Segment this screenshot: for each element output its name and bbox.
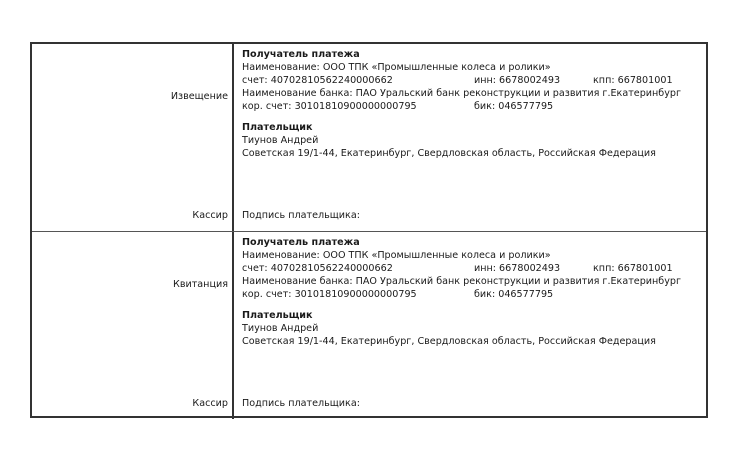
inn-value: инн: 6678002493 (474, 75, 561, 86)
payer-heading: Плательщик (242, 310, 313, 321)
recipient-heading: Получатель платежа (242, 237, 360, 248)
payer-signature-label: Подпись плательщика: (242, 398, 360, 409)
notice-cashier-label: Кассир (192, 210, 228, 221)
payer-name: Тиунов Андрей (242, 135, 319, 146)
corr-account-row (242, 289, 702, 300)
payer-address: Советская 19/1-44, Екатеринбург, Свердловская область, Российская Федерация (242, 336, 656, 347)
account-number: счет: 40702810562240000662 (242, 75, 393, 86)
account-number: счет: 40702810562240000662 (242, 263, 393, 274)
notice-title: Извещение (170, 91, 228, 102)
receipt-title: Квитанция (173, 279, 228, 290)
bik-value: бик: 046577795 (474, 289, 554, 300)
bank-name: Наименование банка: ПАО Уральский банк реконструкции и развития г.Екатеринбург (242, 88, 682, 99)
receipt-details (242, 237, 702, 417)
account-row (242, 75, 702, 86)
payment-form (30, 42, 708, 418)
recipient-name: Наименование: ООО ТПК «Промышленные колеса и ролики» (242, 62, 551, 73)
notice-stub (32, 44, 234, 231)
corr-account-row (242, 101, 702, 112)
inn-value: инн: 6678002493 (474, 263, 561, 274)
recipient-heading: Получатель платежа (242, 49, 360, 60)
receipt-section (32, 232, 706, 419)
kpp-value: кпп: 667801001 (593, 263, 673, 274)
recipient-name: Наименование: ООО ТПК «Промышленные колеса и ролики» (242, 250, 551, 261)
corr-account: кор. счет: 30101810900000000795 (242, 289, 417, 300)
receipt-cashier-label: Кассир (192, 398, 228, 409)
notice-section (32, 44, 706, 231)
bik-value: бик: 046577795 (474, 101, 554, 112)
bank-name: Наименование банка: ПАО Уральский банк реконструкции и развития г.Екатеринбург (242, 276, 682, 287)
payer-heading: Плательщик (242, 122, 313, 133)
payer-address: Советская 19/1-44, Екатеринбург, Свердловская область, Российская Федерация (242, 148, 656, 159)
payer-name: Тиунов Андрей (242, 323, 319, 334)
receipt-stub (32, 232, 234, 419)
payer-signature-label: Подпись плательщика: (242, 210, 360, 221)
corr-account: кор. счет: 30101810900000000795 (242, 101, 417, 112)
account-row (242, 263, 702, 274)
kpp-value: кпп: 667801001 (593, 75, 673, 86)
notice-details (242, 49, 702, 229)
